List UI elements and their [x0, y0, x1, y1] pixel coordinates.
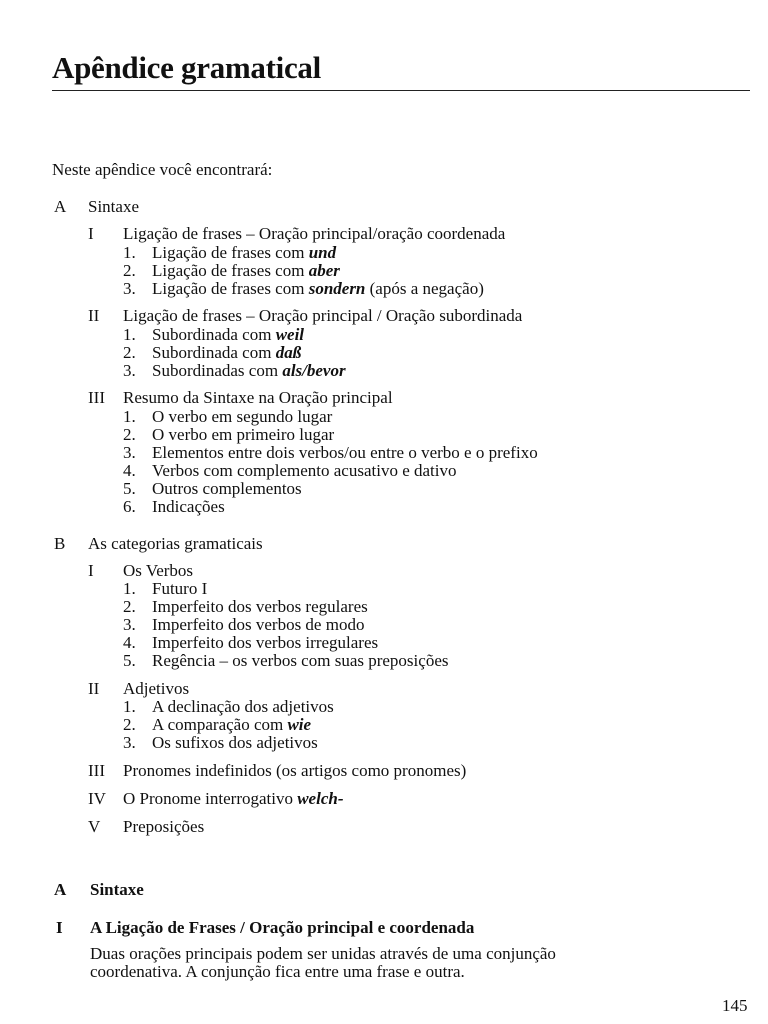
- list-item: Ligação de frases com aber: [152, 261, 340, 280]
- part-label: Os Verbos: [123, 561, 194, 580]
- item-number: 2.: [123, 261, 136, 280]
- part-label: Pronomes indefinidos (os artigos como pronomes): [123, 761, 467, 780]
- item-number: 6.: [123, 497, 136, 516]
- item-number: 4.: [123, 461, 136, 480]
- list-item: Subordinada com weil: [152, 325, 305, 344]
- item-number: 4.: [123, 633, 136, 652]
- item-number: 3.: [123, 615, 136, 634]
- roman-numeral: I: [88, 561, 94, 580]
- list-item: Verbos com complemento acusativo e dativo: [152, 461, 457, 480]
- part-label: Resumo da Sintaxe na Oração principal: [123, 388, 393, 407]
- section-a-letter: A: [54, 197, 67, 216]
- list-item: Indicações: [152, 497, 225, 516]
- list-item: Elementos entre dois verbos/ou entre o verbo e o prefixo: [152, 443, 538, 462]
- intro-text: Neste apêndice você encontrará:: [52, 160, 273, 179]
- list-item: Os sufixos dos adjetivos: [152, 733, 318, 752]
- list-item: Ligação de frases com und: [152, 243, 337, 262]
- roman-numeral: I: [88, 224, 94, 243]
- section-b-label: As categorias gramaticais: [88, 534, 263, 553]
- part-label: O Pronome interrogativo welch-: [123, 789, 344, 808]
- roman-numeral: V: [88, 817, 101, 836]
- roman-numeral: III: [88, 388, 105, 407]
- part-label: Adjetivos: [123, 679, 190, 698]
- page-title: Apêndice gramatical: [52, 50, 321, 85]
- item-number: 1.: [123, 243, 136, 262]
- list-item: O verbo em segundo lugar: [152, 407, 333, 426]
- roman-numeral: II: [88, 679, 100, 698]
- body-heading-label: Sintaxe: [90, 880, 144, 899]
- list-item: Regência – os verbos com suas preposições: [152, 651, 449, 670]
- section-a-label: Sintaxe: [88, 197, 139, 216]
- roman-numeral: III: [88, 761, 105, 780]
- roman-numeral: IV: [88, 789, 106, 808]
- title-rule: [52, 90, 750, 91]
- list-item: A comparação com wie: [152, 715, 312, 734]
- list-item: Subordinadas com als/bevor: [152, 361, 346, 380]
- list-item: Imperfeito dos verbos regulares: [152, 597, 368, 616]
- item-number: 2.: [123, 715, 136, 734]
- section-b-letter: B: [54, 534, 66, 553]
- body-subheading-roman: I: [56, 918, 63, 937]
- item-number: 2.: [123, 597, 136, 616]
- list-item: Imperfeito dos verbos irregulares: [152, 633, 379, 652]
- list-item: O verbo em primeiro lugar: [152, 425, 335, 444]
- body-heading-letter: A: [54, 880, 67, 899]
- item-number: 3.: [123, 733, 136, 752]
- list-item: Futuro I: [152, 579, 208, 598]
- part-label: Ligação de frases – Oração principal/oração coordenada: [123, 224, 506, 243]
- paragraph-line: coordenativa. A conjunção fica entre uma frase e outra.: [90, 962, 465, 981]
- page-number: 145: [722, 996, 748, 1015]
- list-item: Subordinada com daß: [152, 343, 302, 362]
- list-item: Ligação de frases com sondern (após a negação): [152, 279, 484, 298]
- item-number: 3.: [123, 361, 136, 380]
- item-number: 2.: [123, 425, 136, 444]
- item-number: 2.: [123, 343, 136, 362]
- body-subheading-label: A Ligação de Frases / Oração principal e coordenada: [90, 918, 475, 937]
- list-item: Imperfeito dos verbos de modo: [152, 615, 365, 634]
- item-number: 1.: [123, 579, 136, 598]
- roman-numeral: II: [88, 306, 100, 325]
- item-number: 5.: [123, 651, 136, 670]
- part-label: Ligação de frases – Oração principal / Oração subordinada: [123, 306, 523, 325]
- item-number: 1.: [123, 407, 136, 426]
- part-label: Preposições: [123, 817, 205, 836]
- item-number: 5.: [123, 479, 136, 498]
- paragraph-line: Duas orações principais podem ser unidas através de uma conjunção: [90, 944, 556, 963]
- item-number: 3.: [123, 443, 136, 462]
- list-item: Outros complementos: [152, 479, 302, 498]
- list-item: A declinação dos adjetivos: [152, 697, 334, 716]
- item-number: 1.: [123, 697, 136, 716]
- item-number: 1.: [123, 325, 136, 344]
- item-number: 3.: [123, 279, 136, 298]
